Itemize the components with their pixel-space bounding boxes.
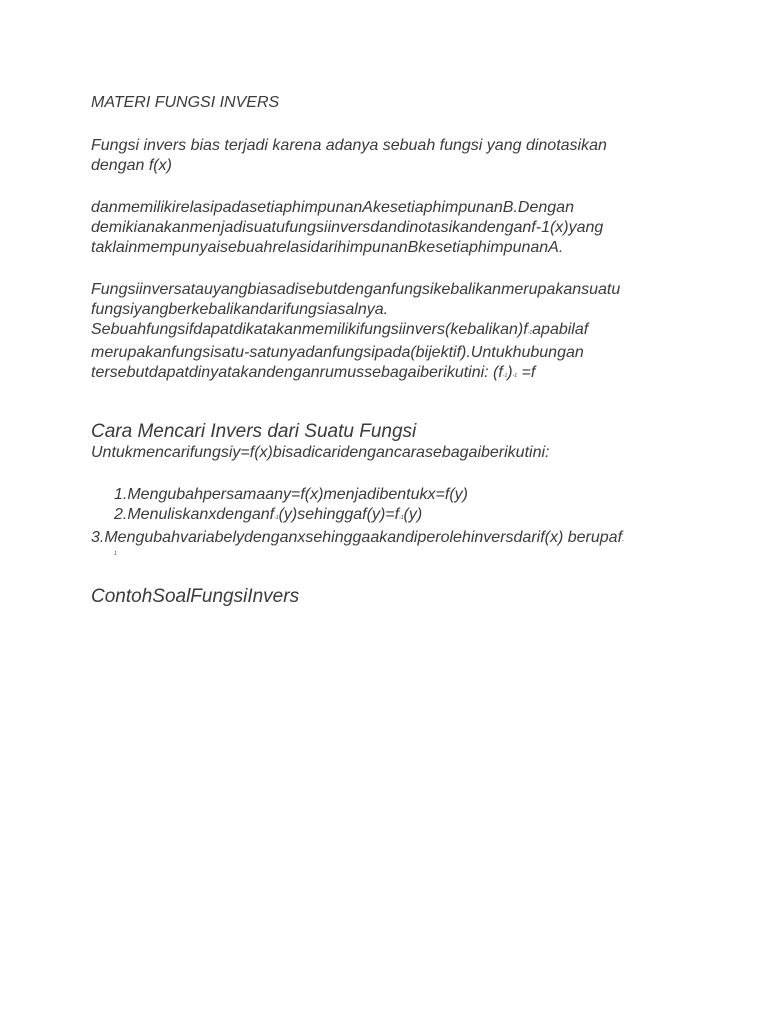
formula-text: tersebutdapatdinyatakandenganrumussebagaiberikutini: (f [91,364,503,381]
step-2-middle: (y)sehinggaf(y)=f [278,506,400,523]
formula-close-paren: ) [507,364,513,381]
explanation-line-3-tail: apabilaf [532,321,589,338]
explanation-line-3-text: Sebuahfungsifdapatdikatakanmemilikifungsiinvers(kebalikan)f [91,321,528,338]
method-intro: Untukmencarifungsiy=f(x)bisadicaridengancarasebagaiberikutini: [91,444,550,461]
step-2-tail: (y) [403,506,423,523]
formula-result: =f [517,364,536,381]
step-2-superscript-1: -1 [274,515,279,521]
intro-paragraph [91,136,651,176]
inverse-explanation-paragraph [91,280,651,386]
definition-paragraph [91,198,651,258]
document-title [91,93,651,113]
step-3 [91,528,651,551]
method-steps-list [91,485,651,557]
step-3-text: 3.Mengubahvariabelydenganxsehinggaakandiperolehinversdarif(x) berupaf [91,529,623,546]
explanation-line-3 [91,320,651,343]
explanation-line-5 [91,363,651,386]
method-section [91,421,651,463]
example-heading: ContohSoalFungsiInvers [91,586,300,607]
definition-line-1: danmemilikirelasipadasetiaphimpunanAkesetiaphimpunanB.Dengan [91,199,574,216]
title-text: MATERI FUNGSI INVERS [91,94,280,111]
explanation-line-1: Fungsiinversatauyangbiasadisebutdenganfungsikebalikanmerupakansuatu [91,281,621,298]
step-2 [91,505,651,528]
step-2-text: 2.Menuliskanxdenganf [114,506,275,523]
step-3-overflow: 1 [114,551,117,557]
intro-line-1: Fungsi invers bias terjadi karena adanya sebuah fungsi yang dinotasikan [91,137,607,154]
step-1: 1.Mengubahpersamaany=f(x)menjadibentukx=f(y) [114,486,468,503]
intro-line-2: dengan f(x) [91,157,172,174]
inverse-superscript: -1 [527,330,533,336]
definition-line-2: demikianakanmenjadisuatufungsiinversdandinotasikandenganf-1(x)yang [91,219,604,236]
definition-line-3: taklainmempunyaisebuahrelasidarihimpunanBkesetiaphimpunanA. [91,239,564,256]
formula-superscript-1: -1 [502,373,508,379]
example-section [91,586,651,608]
formula-superscript-2: -1 [512,373,518,379]
explanation-line-4: merupakanfungsisatu-satunyadanfungsipada(bijektif).Untukhubungan [91,344,584,361]
method-heading: Cara Mencari Invers dari Suatu Fungsi [91,421,417,442]
step-2-superscript-2: -1 [399,515,404,521]
step-3-superscript: - [622,538,624,544]
explanation-line-2: fungsiyangberkebalikandarifungsiasalnya. [91,301,389,318]
